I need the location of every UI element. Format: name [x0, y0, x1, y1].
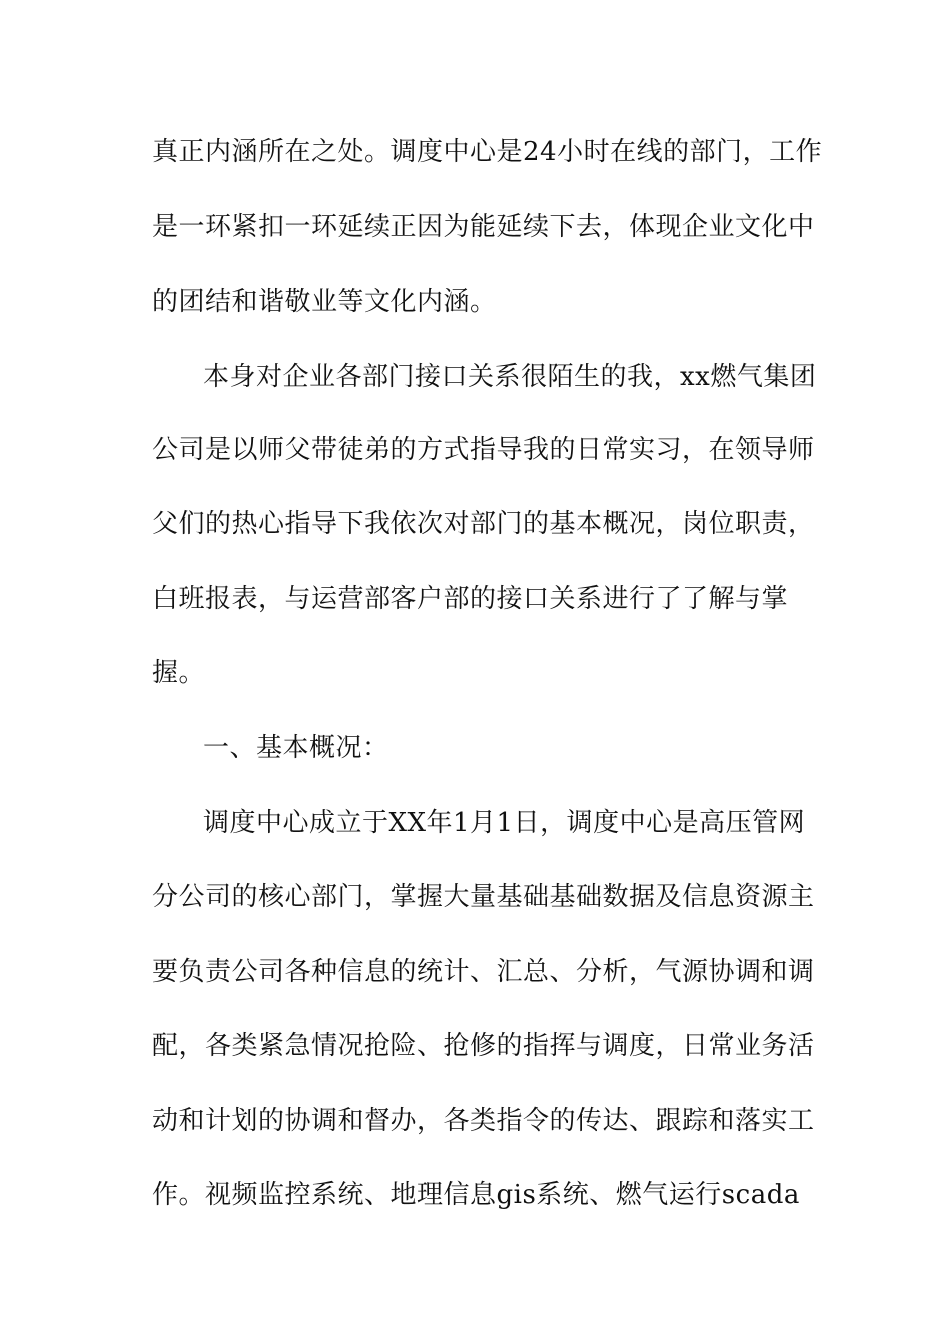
text-line-12: 要负责公司各种信息的统计、汇总、分析，气源协调和调 [152, 957, 815, 987]
text-line-1: 真正内涵所在之处。调度中心是24小时在线的部门，工作 [152, 137, 823, 167]
text-line-5: 公司是以师父带徒弟的方式指导我的日常实习，在领导师 [152, 435, 815, 465]
text-line-14: 动和计划的协调和督办，各类指令的传达、跟踪和落实工 [152, 1106, 815, 1136]
paragraph-start-line: 本身对企业各部门接口关系很陌生的我，xx燃气集团 [203, 362, 817, 392]
text-line-11: 分公司的核心部门，掌握大量基础基础数据及信息资源主 [152, 882, 815, 912]
text-line-8: 握。 [152, 658, 206, 688]
text-line-13: 配，各类紧急情况抢险、抢修的指挥与调度，日常业务活 [152, 1031, 815, 1061]
text-line-15: 作。视频监控系统、地理信息gis系统、燃气运行scada [152, 1180, 800, 1210]
paragraph-start-line: 调度中心成立于XX年1月1日，调度中心是高压管网 [203, 808, 806, 838]
text-line-6: 父们的热心指导下我依次对部门的基本概况，岗位职责， [152, 509, 815, 539]
text-line-3: 的团结和谐敬业等文化内涵。 [152, 287, 497, 317]
section-heading: 一、基本概况： [203, 733, 389, 763]
text-line-7: 白班报表，与运营部客户部的接口关系进行了了解与掌 [152, 584, 789, 614]
text-line-2: 是一环紧扣一环延续正因为能延续下去，体现企业文化中 [152, 212, 815, 242]
